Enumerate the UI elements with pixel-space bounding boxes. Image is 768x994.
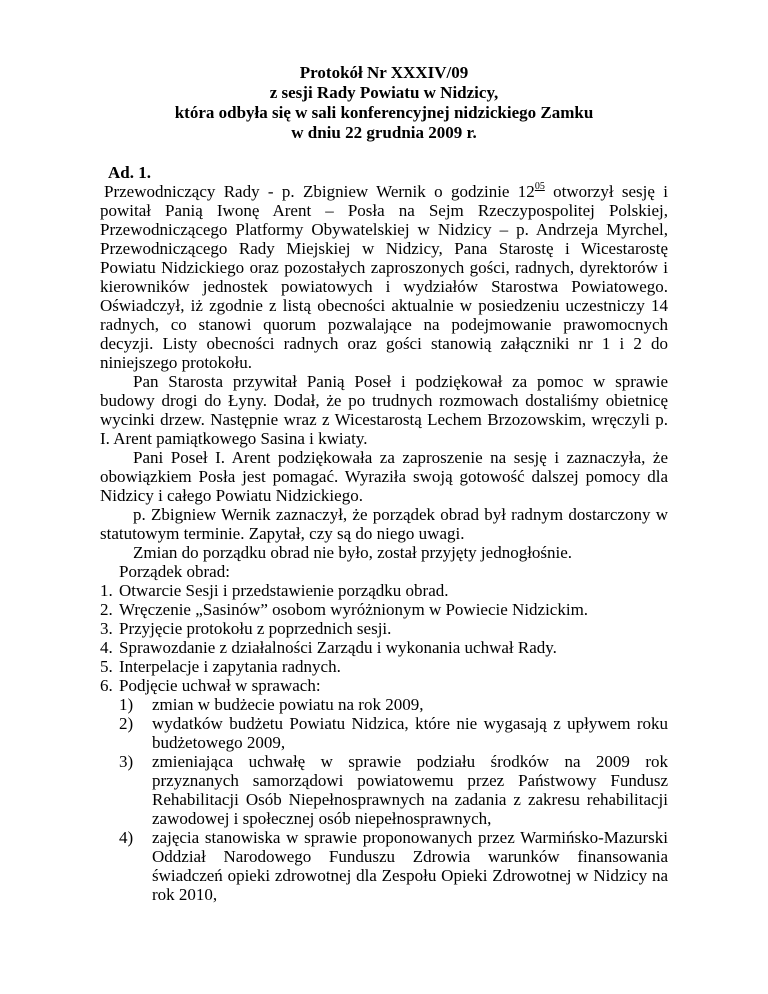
agenda-item-number: 2. (100, 600, 113, 619)
resolution-item-number: 2) (119, 714, 134, 733)
agenda-item (100, 619, 668, 638)
paragraph-starosta: Pan Starosta przywitał Panią Poseł i podziękował za pomoc w sprawie budowy drogi do Łyny. Dodał, że po trudnych rozmowach dostaliśmy obietnicę wycinki drzew. Następnie wraz z Wicestarostą Lechem Brzozowskim, wręczyli p. I. Arent pamiątkowego Sasina i kwiaty. (100, 372, 668, 448)
resolution-item-text: zmian w budżecie powiatu na rok 2009, (152, 695, 424, 714)
resolution-item (119, 752, 668, 828)
agenda-item-number: 4. (100, 638, 113, 657)
resolution-item (119, 714, 668, 752)
agenda-item (100, 676, 668, 904)
resolution-item-number: 4) (119, 828, 134, 847)
agenda-item-text: Sprawozdanie z działalności Zarządu i wykonania uchwał Rady. (119, 638, 557, 657)
protocol-body (100, 163, 668, 562)
paragraph-posel: Pani Poseł I. Arent podziękowała za zaproszenie na sesję i zaznaczyła, że obowiązkiem Posła jest pomagać. Wyraziła swoją gotowość dalszej pomocy dla Nidzicy i całego Powiatu Nidzickiego. (100, 448, 668, 505)
time-minutes: 05 (534, 181, 545, 193)
resolution-item-text: wydatków budżetu Powiatu Nidzica, które nie wygasają z upływem roku budżetowego 2009, (152, 714, 668, 752)
agenda-item (100, 581, 668, 600)
header-title: Protokół Nr XXXIV/09 (299, 63, 469, 82)
agenda-item-number: 6. (100, 676, 113, 695)
header-date: w dniu 22 grudnia 2009 r. (291, 123, 477, 142)
resolution-item (119, 828, 668, 904)
resolution-item-text: zmieniająca uchwałę w sprawie podziału środków na 2009 rok przyznanych samorządowi powiatowemu przez Państwowy Fundusz Rehabilitacji Osób Niepełnosprawnych na zadania z zakresu rehabilitacji zawodowej i społecznej osób niepełnosprawnych, (152, 752, 668, 828)
agenda-item (100, 600, 668, 619)
agenda-item-number: 1. (100, 581, 113, 600)
section-heading: Ad. 1. (108, 163, 151, 182)
agenda-item-text: Wręczenie „Sasinów” osobom wyróżnionym w Powiecie Nidzickim. (119, 600, 589, 619)
agenda-item-text: Otwarcie Sesji i przedstawienie porządku obrad. (119, 581, 449, 600)
paragraph-agenda-accepted: Zmian do porządku obrad nie było, został przyjęty jednogłośnie. (133, 543, 573, 562)
resolution-list (119, 695, 668, 904)
paragraph-opening-start: Przewodniczący Rady - p. Zbigniew Wernik o godzinie 12 (104, 182, 535, 201)
paragraph-opening (100, 182, 668, 372)
agenda-item (100, 657, 668, 676)
header-session: z sesji Rady Powiatu w Nidzicy, (269, 83, 499, 102)
agenda-item (100, 638, 668, 657)
agenda-item-text: Podjęcie uchwał w sprawach: (119, 676, 321, 695)
agenda-item-number: 3. (100, 619, 113, 638)
header-venue: która odbyła się w sali konferencyjnej nidzickiego Zamku (174, 103, 594, 122)
agenda-item-number: 5. (100, 657, 113, 676)
agenda-list (100, 581, 668, 904)
resolution-item-number: 3) (119, 752, 134, 771)
agenda-item-text: Przyjęcie protokołu z poprzednich sesji. (119, 619, 392, 638)
agenda-title: Porządek obrad: (119, 562, 230, 581)
agenda-item-text: Interpelacje i zapytania radnych. (119, 657, 341, 676)
resolution-item-text: zajęcia stanowiska w sprawie proponowanych przez Warmińsko-Mazurski Oddział Narodowego Funduszu Zdrowia warunków finansowania świadczeń opieki zdrowotnej dla Zespołu Opieki Zdrowotnej w Nidzicy na rok 2010, (152, 828, 668, 904)
document-header (100, 63, 668, 143)
paragraph-agenda-delivery: p. Zbigniew Wernik zaznaczył, że porządek obrad był radnym dostarczony w statutowym terminie. Zapytał, czy są do niego uwagi. (100, 505, 668, 543)
agenda (100, 562, 668, 904)
resolution-item (119, 695, 668, 714)
paragraph-opening-rest: otworzył sesję i powitał Panią Iwonę Arent – Posła na Sejm Rzeczypospolitej Polskiej, Przewodniczącego Platformy Obywatelskiej w Nidzicy – p. Andrzeja Myrchel, Przewodniczącego Rady Miejskiej w Nidzicy, Pana Starostę i Wicestarostę Powiatu Nidzickiego oraz pozostałych zaproszonych gości, radnych, dyrektorów i kierowników jednostek powiatowych i wydziałów Starostwa Powiatowego. Oświadczył, iż zgodnie z listą obecności aktualnie w posiedzeniu uczestniczy 14 radnych, co stanowi quorum pozwalające na podejmowanie prawomocnych decyzji. Listy obecności radnych oraz gości stanowią załączniki nr 1 i 2 do niniejszego protokołu. (100, 182, 668, 372)
resolution-item-number: 1) (119, 695, 134, 714)
